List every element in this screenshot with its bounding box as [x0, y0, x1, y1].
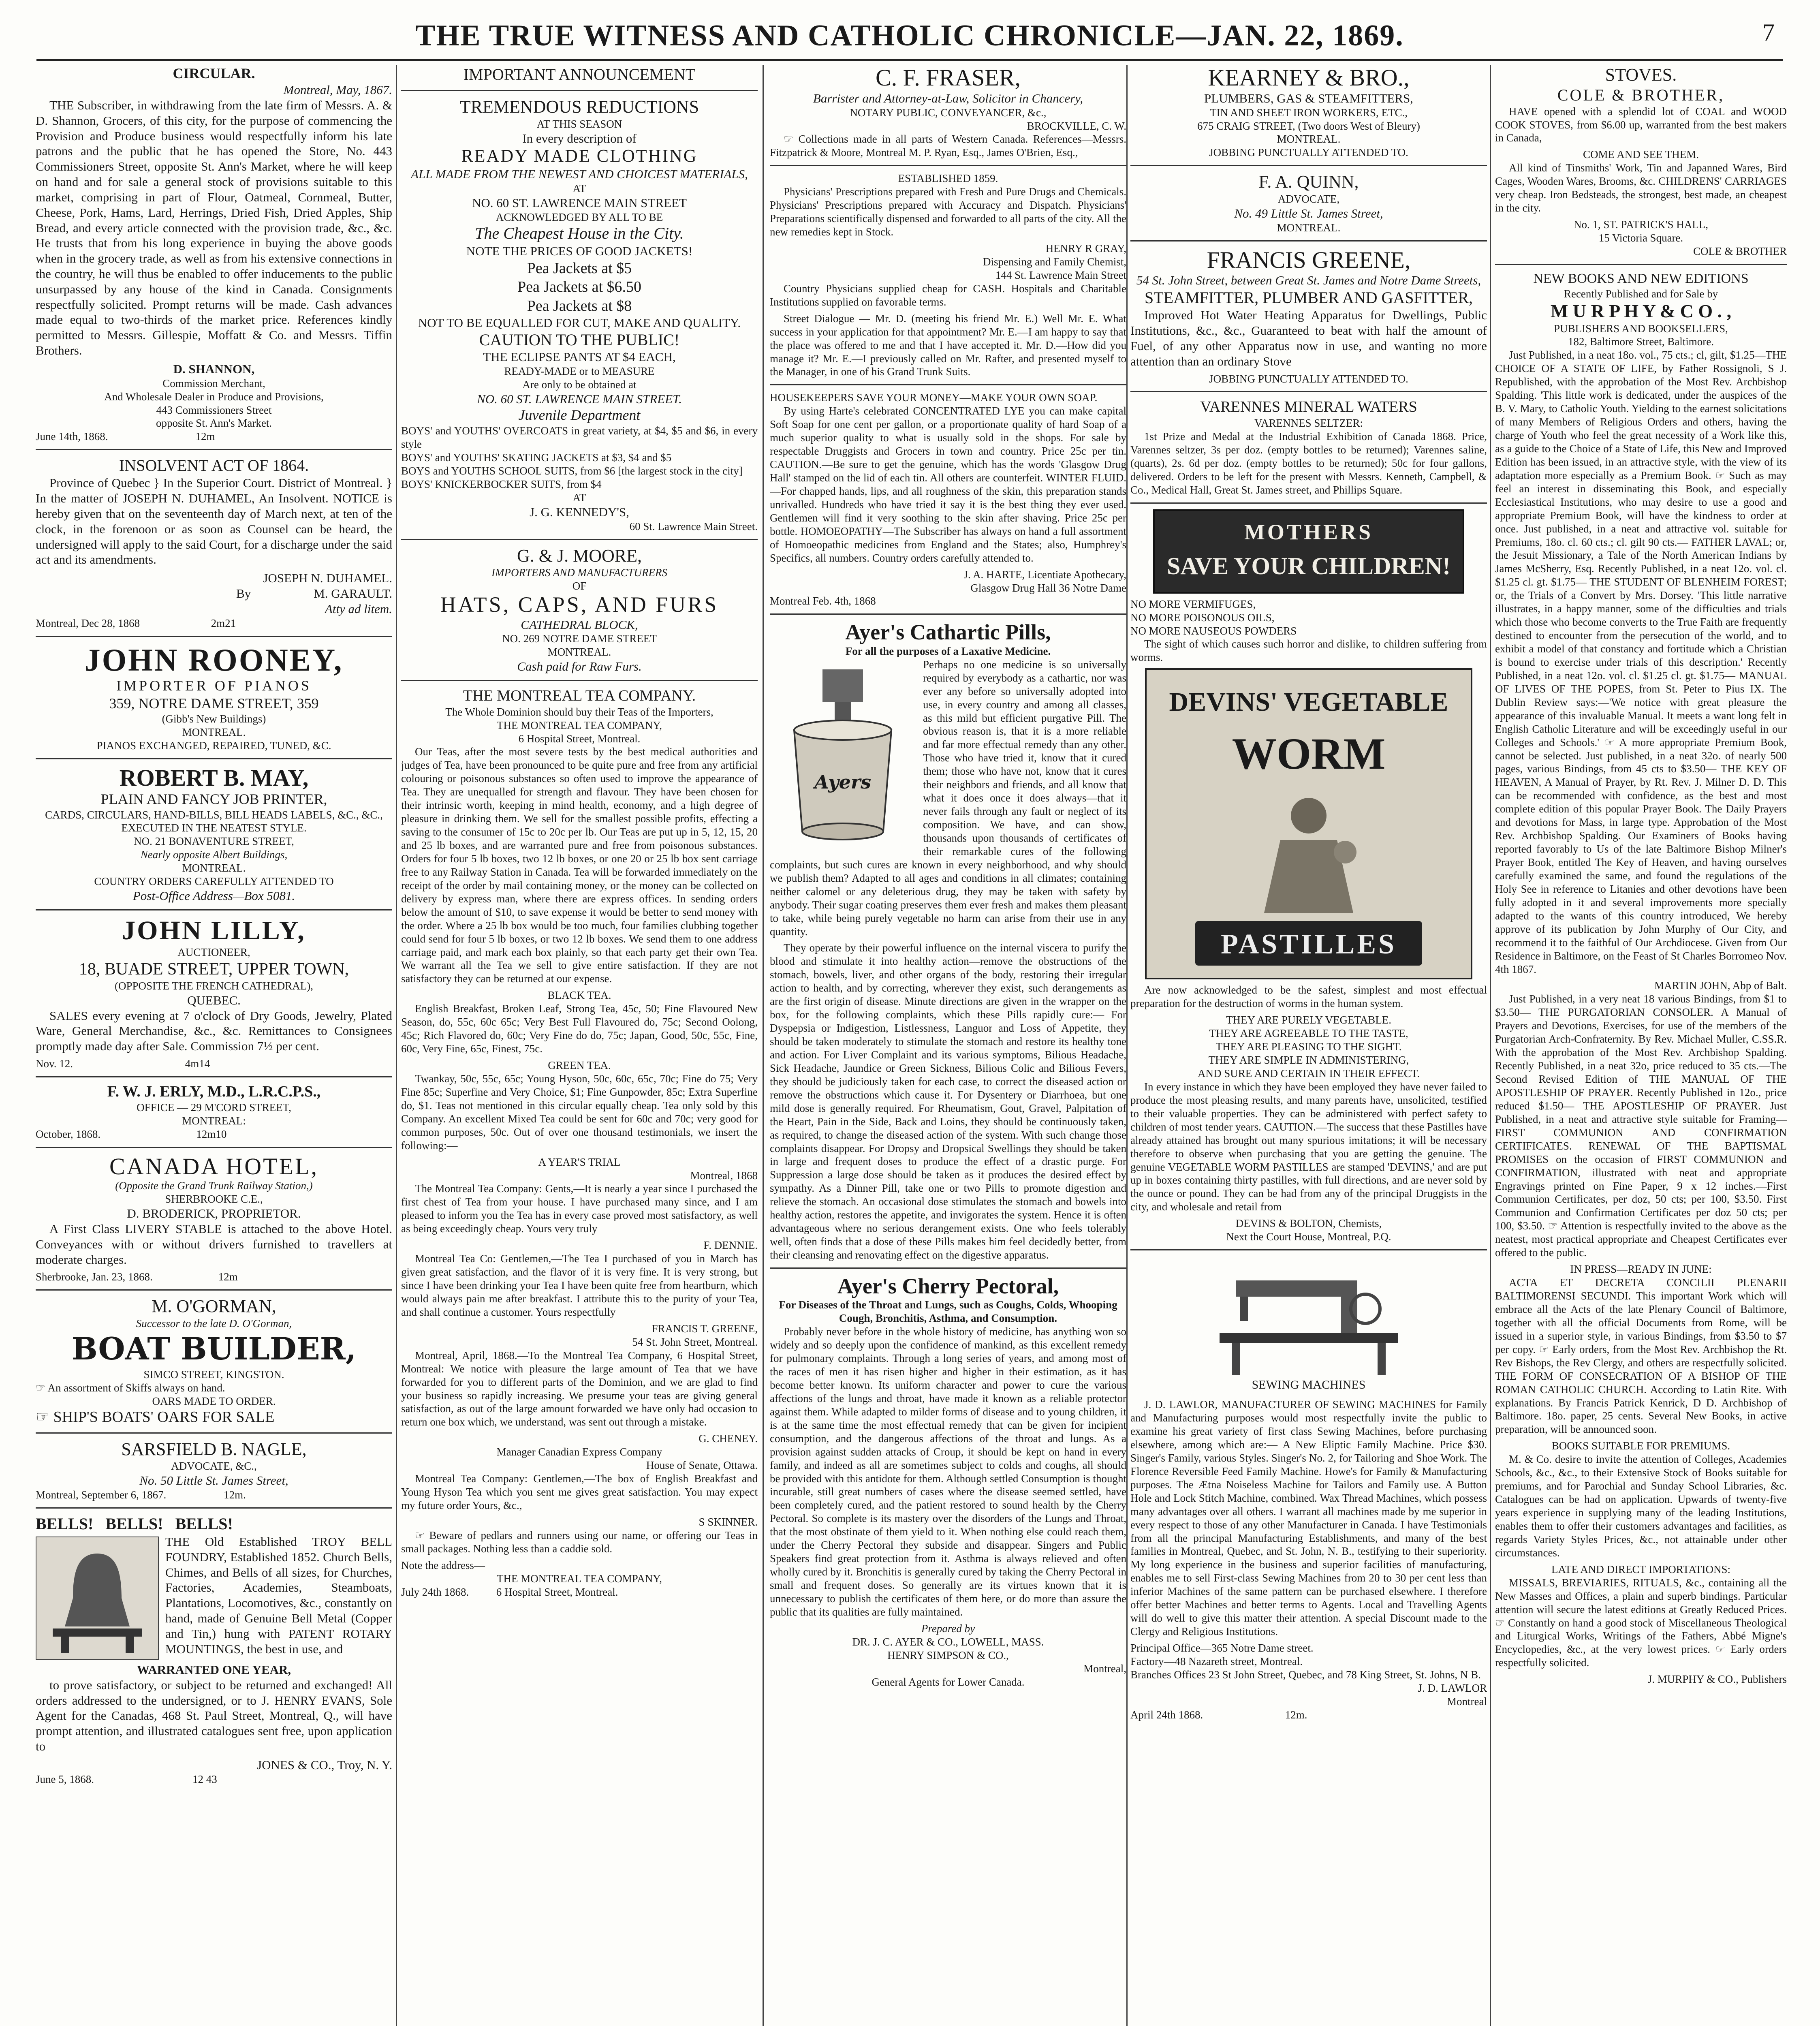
vermifuge-line: NO MORE NAUSEOUS POWDERS: [1130, 624, 1297, 637]
varennes-subheading: VARENNES SELTZER:: [1254, 417, 1363, 430]
cole-name: COLE & BROTHER,: [1557, 85, 1725, 104]
moore-trade: IMPORTERS AND MANUFACTURERS: [491, 566, 667, 579]
sewing-label: SEWING MACHINES: [1252, 1378, 1366, 1392]
rooney-address: 359, NOTRE DAME STREET, 359: [109, 695, 319, 712]
kearney-address: 675 CRAIG STREET, (Two doors West of Bleury): [1197, 120, 1420, 132]
divider: [1130, 1249, 1487, 1250]
devins-caps: THEY ARE PLEASING TO THE SIGHT.: [1215, 1041, 1402, 1053]
devins-caps: THEY ARE PURELY VEGETABLE.: [1226, 1014, 1392, 1026]
insolvent-signature: By M. GARAULT.: [236, 586, 392, 601]
tea-footer: July 24th 1868. 6 Hospital Street, Montreal.: [401, 1586, 618, 1598]
divider: [770, 1267, 1126, 1269]
kearney-name: KEARNEY & BRO.,: [1208, 65, 1410, 91]
testimonial-body: Montreal Tea Company: Gentlemen,—The box of English Breakfast and Young Hyson Tea which you sent me gives great satisfaction. You may expect my future order Yours, &c.,: [401, 1472, 758, 1512]
divider: [401, 680, 758, 681]
erly-footer: October, 1868. 12m10: [36, 1128, 227, 1140]
circular-footer: June 14th, 1868. 12m: [36, 430, 215, 443]
hotel-name: CANADA HOTEL,: [109, 1153, 318, 1180]
boys-line: BOYS' KNICKERBOCKER SUITS, from $4: [401, 478, 602, 491]
hotel-proprietor: D. BRODERICK, PROPRIETOR.: [127, 1206, 301, 1221]
reductions-heading: TREMENDOUS REDUCTIONS: [459, 97, 699, 117]
may-orders: COUNTRY ORDERS CAREFULLY ATTENDED TO: [94, 875, 334, 888]
vermifuge-line: NO MORE POISONOUS OILS,: [1130, 611, 1275, 624]
fraser-notary: NOTARY PUBLIC, CONVEYANCER, &c.,: [850, 106, 1047, 119]
hotel-city: SHERBROOKE C.E.,: [165, 1193, 263, 1205]
insolvent-body: Province of Quebec } In the Superior Court. District of Montreal. } In the matter of JOSEPH N. DUHAMEL, An Insolvent. NOTICE is hereby given that on the seventeenth day of March next, at ten of the clock, in the forenoon or as soon as Counsel can be heard, the undersigned will apply to the said Court, for a discharge under the said act and its amendments.: [36, 476, 392, 567]
tea-intro: The Whole Dominion should buy their Teas of the Importers,: [445, 705, 713, 718]
divider: [36, 758, 392, 759]
greene-name: FRANCIS GREENE,: [1207, 246, 1411, 273]
ogorman-line: OARS MADE TO ORDER.: [152, 1395, 276, 1407]
column-rule: [396, 65, 397, 2026]
divider: [1495, 264, 1787, 265]
eclipse-line: THE ECLIPSE PANTS AT $4 EACH,: [483, 349, 676, 364]
kennedy-name: J. G. KENNEDY'S,: [530, 504, 629, 519]
books-body: ACTA ET DECRETA CONCILII PLENARII BALTIMORENSI SECUNDI. This important Work which will embrace all the Acts of the late Plenary Council of Baltimore, together with all the official Documents from Rome, will be issued in a superior style, in various Bindings, from $3.50 to $7 per copy. ☞ Early orders, from the Most Rev. Archbishop the Rt. Rev Bishops, the Rev Clergy, and others are respectfully solicited. THE FORM OF CONSECRATION OF A BISHOP OF THE ROMAN CATHOLIC CHURCH. According to Latin Rite. With explanations. By Francis Patrick Kenrick, D D. Archbishop of Baltimore. 18o. paper, 25 cents. Several New Books, in active preparation, will be announced soon.: [1495, 1276, 1787, 1436]
greene-body: Improved Hot Water Heating Apparatus for Dwellings, Public Institutions, &c., &c., Guaranteed to beat with half the amount of Fuel, of any other Apparatus now in use, and wanting no more attention than an ordinary Stove: [1130, 308, 1487, 368]
vermifuge-body: The sight of which causes such horror and dislike, to children suffering from worms.: [1130, 638, 1487, 664]
mothers-banner-line: MOTHERS: [1244, 519, 1374, 544]
prices-heading: NOTE THE PRICES OF GOOD JACKETS!: [466, 244, 693, 259]
mothers-banner-line: SAVE YOUR CHILDREN!: [1166, 552, 1451, 579]
rooney-city: MONTREAL.: [182, 726, 246, 738]
may-name: ROBERT B. MAY,: [119, 764, 309, 791]
bell-icon: [36, 1537, 158, 1659]
column-3: [770, 65, 1126, 2026]
testimonial-body: Montreal, April, 1868.—To the Montreal Tea Company, 6 Hospital Street, Montreal: We notice with pleasure the large amount of Tea that we have forwarded for you to different parts of the Dominion, and we are glad to find your business so rapidly increasing. We presume your teas are giving general satisfaction, as out of the large amount forwarded we have only had occasion to return one box which, we understand, was sent out through a mistake.: [401, 1349, 758, 1428]
harte-heading: HOUSEKEEPERS SAVE YOUR MONEY—MAKE YOUR OWN SOAP.: [770, 391, 1098, 404]
insolvent-heading: INSOLVENT ACT OF 1864.: [119, 456, 309, 475]
quinn-title: ADVOCATE,: [1277, 192, 1340, 205]
nagle-footer: Montreal, September 6, 1867. 12m.: [36, 1489, 246, 1501]
mother-and-child-icon: [1240, 791, 1378, 913]
kearney-city: MONTREAL.: [1277, 133, 1341, 145]
price-line: Pea Jackets at $8: [527, 297, 632, 314]
not-equalled-line: NOT TO BE EQUALLED FOR CUT, MAKE AND QUALITY.: [418, 316, 741, 330]
divider: [36, 1076, 392, 1077]
divider: [36, 909, 392, 910]
bells-body: to prove satisfactory, or subject to be returned and exchanged! All orders addressed to the undersigned, or to J. HENRY EVANS, Sole Agent for the Canadas, 468 St. Paul Street, Montreal, Q., will have prompt attention, and illustrated catalogues sent free, upon application to: [36, 1678, 392, 1753]
announcement-heading: IMPORTANT ANNOUNCEMENT: [463, 65, 696, 83]
circular-signature: D. SHANNON,: [173, 361, 255, 376]
devins-body: In every instance in which they have been employed they have never failed to produce the most pleasing results, and many parents have, unsolicited, testified to their valuable properties. They can be administered with perfect safety to children of most tender years. CAUTION.—The success that these Pastilles have already attained has brought out many spurious imitations; it will be necessary therefore to observe when purchasing that you are getting the genuine. The genuine VEGETABLE WORM PASTILLES are stamped 'DEVINS,' and are put up in boxes containing thirty pastilles, with full directions, and are never sold by the ounce or pound. They can be had from any of the principal Druggists in the city, and wholesale and retail from: [1130, 1080, 1487, 1213]
tea-company-2: THE MONTREAL TEA COMPANY,: [496, 1572, 662, 1585]
materials-line: ALL MADE FROM THE NEWEST AND CHOICEST MATERIALS,: [411, 167, 748, 181]
devins-caps: THEY ARE SIMPLE IN ADMINISTERING,: [1208, 1054, 1409, 1066]
testimonial-body: Montreal Tea Co: Gentlemen,—The Tea I purchased of you in March has given great satisfaction, and the flavor of it is very fine. It is very strong, but since I have been drinking your Tea I have been quite free from heartburn, which would always pain me after breakfast. I attribute this to the purity of your Tea, and shall continue a customer. Yours respectfully: [401, 1252, 758, 1318]
ogorman-successor: Successor to the late D. O'Gorman,: [136, 1317, 292, 1329]
premiums-body: M. & Co. desire to invite the attention of Colleges, Academies Schools, &c., &c., to their Extensive Stock of Books suitable for premiums, and for Parochial and Sunday School Libraries, &c. Catalogues can be had on application. Upwards of twenty-five years experience in supplying many of the leading Institutions, enables them to offer their customers advantages and facilities, as regards Variety Styles Prices, &c., not attainable under other circumstances.: [1495, 1453, 1787, 1559]
ayer-maker: DR. J. C. AYER & CO., LOWELL, MASS.: [852, 1635, 1044, 1648]
devins-banner-line: WORM: [1232, 729, 1386, 779]
divider: [770, 613, 1126, 615]
gray-trade: Dispensing and Family Chemist,: [983, 255, 1126, 268]
erly-city: MONTREAL:: [182, 1114, 246, 1127]
lawlor-factory: Factory—48 Nazareth street, Montreal.: [1130, 1655, 1303, 1667]
green-tea-heading: GREEN TEA.: [548, 1059, 611, 1072]
may-post: Post-Office Address—Box 5081.: [132, 889, 295, 903]
fraser-city: BROCKVILLE, C. W.: [1027, 120, 1126, 132]
boys-line: BOYS and YOUTHS SCHOOL SUITS, from $6 [the largest stock in the city]: [401, 465, 743, 477]
pill-box-icon: [770, 661, 916, 848]
divider: [770, 384, 1126, 385]
mothers-banner: [1153, 509, 1464, 594]
quinn-name: F. A. QUINN,: [1258, 172, 1359, 192]
trial-heading: A YEAR'S TRIAL: [538, 1156, 621, 1168]
ogorman-name: M. O'GORMAN,: [152, 1296, 276, 1316]
murphy-trade: PUBLISHERS AND BOOKSELLERS,: [1554, 322, 1728, 335]
books-heading: NEW BOOKS AND NEW EDITIONS: [1533, 271, 1749, 286]
premiums-heading: BOOKS SUITABLE FOR PREMIUMS.: [1551, 1440, 1730, 1452]
clothing-address-2: NO. 60 ST. LAWRENCE MAIN STREET.: [477, 391, 682, 406]
hotel-footer: Sherbrooke, Jan. 23, 1868. 12m: [36, 1271, 238, 1283]
divider: [401, 539, 758, 540]
testimonial-signature: S SKINNER.: [699, 1515, 758, 1528]
divider: [36, 1507, 392, 1509]
boys-line: BOYS' and YOUTHS' SKATING JACKETS at $3, $4 and $5: [401, 451, 672, 464]
harte-footer: Montreal Feb. 4th, 1868: [770, 595, 876, 607]
hotel-body: A First Class LIVERY STABLE is attached to the above Hotel. Conveyances with or without drivers furnished to travellers at moderate charges.: [36, 1222, 392, 1267]
lawlor-footer: April 24th 1868. 12m.: [1130, 1708, 1307, 1721]
books-body: Just Published, in a neat 18o. vol., 75 cts.; cl, gilt, $1.25—THE CHOICE OF A STATE OF LIFE, by Father Rossignoli, S J. Republished, with the approbation of the Most Rev. Archbishop Spalding. 'This little work is dedicated, under the auspices of the B. V. Mary, to Catholic Youth. Yielding to the earnest solicitations of many Members of Religious Orders and others, having the charge of Youth who feel the great necessity of a Work like this, as a guide to the Choice of a State of Life, this New and Improved Edition has been issued, in an attractive style, with the view of its adaptation more especially as a Premium Book. ☞ Such as may feel an interest in disseminating this Book, and especially Ecclesiastical Institutions, who may desire to use a good and appropriate Premium Book, will have the kindness to order at once. Just published, in a neat and attractive vol. suitable for Premiums, 18o. cl. 60 cts.; cl. gilt 90 cts.— FATHER LAVAL; or, the Jesuit Missionary, a Tale of the North American Indians by James McSherry, Esq. Recently Published, in a neat 12o. vol. cl. $1.25 cl. gt. $1.75— THE STUDENT OF BLENHEIM FOREST; or, the Trials of a Convert by Mrs. Dorsey. 'This little narrative illustrates, in a happy manner, some of the difficulties and trials which those who become converts to the True Faith are frequently destined to encounter from the persecution of the world, and to exhibit a model of that constancy and fortitude which a Christian is bound to exercise under trials of this description.' Recently Published, in a neat 12o. vol. cl. $1.25 cl. gt. $1.75— MANUAL OF LIVES OF THE POPES, from St. Peter to Pius IX. The Dublin Review says:—'We notice with great pleasure the appearance of this invaluable Manual. It meets a want long felt in English Catholic Literature and will be exceedingly useful in our Colleges and Schools.' ☞ A more appropriate Premium Book, cannot be selected. Just published, in a neat 32o. of nearly 500 pages, various Bindings, from 45 cts to $3.50— THE KEY OF HEAVEN, A Manual of Prayer, by Rt. Rev. J. Milner D. D. This can be recommended with confidence, as the best and most complete edition of this popular Prayer Book. The Daily Prayers and devotions for Mass, in large type. Approbation of the Most Rev. Archbishop Spalding. Our Examiners of Books having reported favorably to Us of the late Baltimore Bishop Milner's Prayer Book, entitled The Key of Heaven, and having ourselves carefully examined the same, and found the regulations of the Holy See in reference to Litanies and other devotions have been fully adopted in it and several improvements more specially adapted to the wants of this country introduced, We hereby approve of its publication by John Murphy of Our City, and recommend it to the faithful of Our Archdiocese. Given from Our Residence in Baltimore, on the Feast of St Charles Borromeo Nov. 4th 1867.: [1495, 349, 1787, 975]
sewing-machine-illustration: [1203, 1256, 1414, 1394]
erly-name: F. W. J. ERLY, M.D., L.R.C.P.S.,: [107, 1083, 321, 1101]
circular-sig-line: 443 Commissioners Street: [156, 404, 272, 416]
lilly-address: 18, BUADE STREET, UPPER TOWN,: [79, 960, 349, 979]
bells-warranty: WARRANTED ONE YEAR,: [137, 1662, 291, 1677]
divider: [401, 90, 758, 91]
trial-date: Montreal, 1868: [690, 1169, 758, 1182]
books-subheading: Recently Published and for Sale by: [1564, 287, 1718, 300]
caution-heading: CAUTION TO THE PUBLIC!: [479, 330, 680, 349]
may-city: MONTREAL.: [182, 862, 246, 874]
moore-goods: HATS, CAPS, AND FURS: [440, 592, 719, 617]
column-2: [401, 65, 758, 2026]
divider: [1130, 165, 1487, 166]
circular-body: THE Subscriber, in withdrawing from the late firm of Messrs. A. & D. Shannon, Grocers, of this city, for the purpose of commencing the Provision and Produce business would respectfully inform his late patrons and the public that he has opened the Store, No. 443 Commissioners Street, opposite St. Ann's Market, where he will keep on hand and for sale a general stock of provisions suitable to this market, comprising in part of Flour, Oatmeal, Cornmeal, Butter, Cheese, Pork, Hams, Lard, Herrings, Dried Fish, Dried Apples, Ship Bread, and every article connected with the provision trade, &c., &c. He trusts that from his long experience in buying the above goods when in the grocery trade, as well as from his extensive connections in the country, he will thus be enabled to offer inducements to the public unsurpassed by any house of the kind in Canada. Consignments respectfully solicited. Prompt returns will be made. Cash advances made equal to two-thirds of the market price. References kindly permitted to Messrs. Gillespie, Moffatt & Co. and Messrs. Tiffin Brothers.: [36, 98, 392, 357]
divider: [770, 165, 1126, 166]
lilly-footer: Nov. 12. 4m14: [36, 1058, 210, 1070]
kearney-trade: PLUMBERS, GAS & STEAMFITTERS,: [1204, 91, 1413, 105]
lilly-city: QUEBEC.: [187, 993, 241, 1007]
trial-signature: F. DENNIE.: [703, 1239, 758, 1252]
black-tea-list: English Breakfast, Broken Leaf, Strong Tea, 45c, 50; Fine Flavoured New Season, do, 55c, 60c 65c; Very Best Full Flavoured do, 75c; Second Oolong, 45c; Rich Flavored do, 60c; Very Fine do do, 75c; Japan, Good, 50c, 55c, Fine, 60c, Very Fine, 65c, Finest, 75c.: [401, 1002, 758, 1055]
ogorman-trade: BOAT BUILDER,: [71, 1330, 357, 1367]
greene-trade: STEAMFITTER, PLUMBER AND GASFITTER,: [1144, 289, 1473, 307]
trial-body: The Montreal Tea Company: Gents,—It is nearly a year since I purchased the first chest of Tea from your house. I have purchased many since, and I am pleased to inform you the Tea has in every case proved most satisfactory, as well as being exceedingly cheap. Yours very truly: [401, 1182, 758, 1235]
ayer-pills-body: Perhaps no one medicine is so universally required by everybody as a cathartic, nor was ever any before so universally adopted into use, in every country and among all classes, as this mild but efficient purgative Pill. The obvious reason is, that it is a more reliable and far more effectual remedy than any other. Those who have tried it, know that it cured them; those who have not, know that it cures their neighbors and friends, and all know that what it does once it does always—that it never fails through any fault or neglect of its composition. We have, and can show, thousands upon thousands of certificates of their remarkable cures of the following complaints, but such cures are known in every neighborhood, and why should we publish them? Adapted to all ages and conditions in all climates; containing neither calomel or any deleterious drug, they may be taken with safety by anybody. Their sugar coating preserves them ever fresh and makes them pleasant to take, while being purely vegetable no harm can arise from their use in any quantity.: [770, 658, 1126, 938]
gray-dialogue: Street Dialogue — Mr. D. (meeting his friend Mr. E.) Well Mr. E. What success in your application for that appointment? Mr. E.—I am happy to say that the place was offered to me and that I have accepted it. Mr. D.—How did you manage it? Mr. E.—I previously called on Mr. Rafter, and presented myself to the Manager, in one of his Grand Trunk Suits.: [770, 312, 1126, 378]
imports-heading: LATE AND DIRECT IMPORTATIONS:: [1551, 1563, 1730, 1575]
ogorman-address: SIMCO STREET, KINGSTON.: [143, 1368, 284, 1381]
moore-block: CATHEDRAL BLOCK,: [521, 617, 638, 632]
insolvent-signature: JOSEPH N. DUHAMEL.: [263, 571, 392, 586]
vermifuge-line: NO MORE VERMIFUGES,: [1130, 598, 1256, 610]
lilly-body: SALES every evening at 7 o'clock of Dry Goods, Jewelry, Plated Ware, General Merchandise, &c., &c. Remittances to Consignees promptly made day after Sale. Commission 7½ per cent.: [36, 1008, 392, 1054]
books-body: Just Published, in a very neat 18 various Bindings, from $1 to $3.50— THE PURGATORIAN CONSOLER. A Manual of Prayers and Devotions, Exercises, for use of the members of the Purgatorian Arch-Confraternity. By Rev. Michael Muller, C.SS.R. With the approbation of the Most Rev. Archbishop Spalding. Recently Published, in a neat 32o, price reduced to 35 cts.—The Second Revised Edition of THE MANUAL OF THE APOSTLESHIP OF PRAYER. Recently Published in 12o., price reduced $1.50— THE APOSTLESHIP OF PRAYER. Just Published, in a neat and attractive style suitable for Framing— FIRST COMMUNION AND CONFIRMATION CERTIFICATES. RENEWAL OF THE BAPTISMAL PROMISES on the occasion of FIRST COMMUNION and CONFIRMATION, illustrated with neat and appropriate Engravings printed on Fine Paper, 9 x 12 inches.—First Communion Certificates, per doz, 50 cts; per 100, $3.50. First Communion and Confirmation Certificates per doz 50 cts; per 100, $3.50. ☞ Attention is respectfully invited to the above as the neatest, most practical appropriate and Cheapest Certificates ever offered to the public.: [1495, 993, 1787, 1259]
ogorman-line: ☞ An assortment of Skiffs always on hand.: [36, 1381, 225, 1394]
tea-beware: ☞ Beware of pedlars and runners using our name, or offering our Teas in small packages. Nothing less than a caddie sold.: [401, 1529, 758, 1555]
black-tea-heading: BLACK TEA.: [547, 989, 611, 1002]
bell-illustration: [36, 1537, 159, 1660]
lawlor-branches: Branches Offices 23 St John Street, Quebec, and 78 King Street, St. Johns, N B.: [1130, 1668, 1481, 1681]
ayer-cherry-subheading: For Diseases of the Throat and Lungs, such as Coughs, Colds, Whooping Cough, Bronchitis, Asthma, and Consumption.: [779, 1299, 1117, 1325]
murphy-address: 182, Baltimore Street, Baltimore.: [1568, 336, 1714, 348]
devins-banner-line: DEVINS' VEGETABLE: [1169, 687, 1448, 717]
ogorman-line: ☞ SHIP'S BOATS' OARS FOR SALE: [36, 1408, 275, 1426]
divider: [36, 449, 392, 450]
kennedy-address: 60 St. Lawrence Main Street.: [629, 520, 758, 532]
cole-come: COME AND SEE THEM.: [1583, 148, 1699, 161]
column-4: [1130, 65, 1487, 2026]
tea-heading: THE MONTREAL TEA COMPANY.: [463, 687, 696, 705]
ayer-agent-footer: General Agents for Lower Canada.: [872, 1676, 1025, 1688]
rooney-trade: IMPORTER OF PIANOS: [116, 677, 312, 694]
may-style: EXECUTED IN THE NEATEST STYLE.: [121, 822, 307, 834]
fraser-title: Barrister and Attorney-at-Law, Solicitor in Chancery,: [813, 91, 1083, 105]
column-5: [1495, 65, 1787, 2026]
tea-body: Our Teas, after the most severe tests by the best medical authorities and judges of Tea, have been pronounced to be quite pure and free from any artificial colouring or poisonous substances so often used to improve the appearance of Tea. They are unequalled for strength and flavour. They have been chosen for their intrinsic worth, keeping in mind health, economy, and a high degree of pleasure in drinking them. We sell for the smallest possible profits, effecting a saving to the consumer of 15c to 20c per lb. Our Teas are put up in 5, 12, 15, 20 and 25 lb boxes, and are warranted pure and free from poisonous substances. Orders for four 5 lb boxes, two 12 lb boxes, or one 20 or 25 lb box sent carriage free to any Railway Station in Canada. Tea will be forwarded immediately on the receipt of the order by mail containing money, or the money can be collected on delivery by express man, where there are express offices. In sending orders below the amount of $10, to save expense it would be better to send money with the order. Where a 25 lb box would be too much, four families clubbing together could send for four 5 lb boxes, or two 12 lb boxes. We send them to one address carriage paid, and mark each box plainly, so that each party get their own Tea. We warrant all the Tea we sell to give entire satisfaction. If they are not satisfactory they can be returned at our expense.: [401, 746, 758, 985]
lawlor-signature: J. D. LAWLOR: [1418, 1682, 1487, 1694]
murphy-name: M U R P H Y & C O . ,: [1550, 300, 1732, 321]
varennes-body: 1st Prize and Medal at the Industrial Exhibition of Canada 1868. Price, Varennes seltzer, 3s per doz. (empty bottles to be returned); Varennes saline, (quarts), 2s. 6d per doz. (empty bottles to be returned); 50c for four gallons, delivered. Orders to be left for the present with Messrs. Kenneth, Campbell, & Co., Medical Hall, Great St. James street, and Phillips Square.: [1130, 430, 1487, 496]
circular-sig-line: And Wholesale Dealer in Produce and Provisions,: [104, 390, 324, 403]
lilly-near: (OPPOSITE THE FRENCH CATHEDRAL),: [114, 979, 314, 992]
green-tea-list: Twankay, 50c, 55c, 65c; Young Hyson, 50c, 60c, 65c, 70c; Fine do 75; Very Fine 85c; Superfine and Very Choice, $1; Fine Gunpowder, 85c; Extra Superfine do, $1. Teas not mentioned in this circular equally cheap. Tea only sold by this Company. An excellent Mixed Tea could be sent for 60c and 70c; very good for common purposes, 50c. Out of over one thousand testimonials, we insert the following:—: [401, 1072, 758, 1152]
insolvent-signature: Atty ad litem.: [325, 601, 392, 616]
boys-line: BOYS' and YOUTHS' OVERCOATS in great variety, at $4, $5 and $6, in every style: [401, 425, 758, 451]
cole-address: 15 Victoria Square.: [1598, 232, 1683, 244]
tea-company: THE MONTREAL TEA COMPANY,: [496, 719, 662, 731]
quinn-address: No. 49 Little St. James Street,: [1234, 206, 1383, 220]
fraser-name: C. F. FRASER,: [876, 65, 1021, 91]
every-line: In every description of: [522, 131, 637, 145]
hotel-opposite: (Opposite the Grand Trunk Railway Station,): [115, 1180, 313, 1192]
devins-body: Are now acknowledged to be the safest, simplest and most effectual preparation for the destruction of worms in the human system.: [1130, 984, 1487, 1010]
ack-line: ACKNOWLEDGED BY ALL TO BE: [496, 211, 663, 223]
may-near: Nearly opposite Albert Buildings,: [140, 848, 288, 861]
column-rule: [1490, 65, 1491, 2026]
quinn-city: MONTREAL.: [1277, 221, 1341, 234]
ayer-agent: HENRY SIMPSON & CO.,: [887, 1649, 1009, 1661]
ayer-cherry-heading: Ayer's Cherry Pectoral,: [837, 1274, 1059, 1298]
gray-address: 144 St. Lawrence Main Street: [995, 269, 1126, 281]
gray-body: Physicians' Prescriptions prepared with Fresh and Pure Drugs and Chemicals. Physicians' Prescriptions prepared with Accuracy and Dispatch. Physicians' Preparations scientifically dispensed and forwarded to all parts of the city. All the new remedies kept in Stock.: [770, 186, 1126, 238]
pill-box-illustration: [770, 661, 916, 848]
page-number: 7: [1762, 19, 1775, 46]
ayer-pills-subheading: For all the purposes of a Laxative Medicine.: [845, 645, 1051, 657]
varennes-heading: VARENNES MINERAL WATERS: [1200, 398, 1417, 416]
masthead: [36, 15, 1783, 61]
ayer-cherry-body: Probably never before in the whole history of medicine, has anything won so widely and so deeply upon the confidence of mankind, as this excellent remedy for pulmonary complaints. Through a long series of years, and among most of the races of men it has risen higher and higher in their estimation, as it has become better known. Its uniform character and power to cure the various affections of the lungs and throat, have made it known as a reliable protector against them. While adapted to milder forms of disease and to young children, it is at the same time the most effectual remedy that can be given for incipient consumption, and the dangerous affections of the throat and lungs. As a provision against sudden attacks of Croup, it should be kept on hand in every family, and indeed as all are sometimes subject to colds and coughs, all should be provided with this antidote for them. Although settled Consumption is thought incurable, still great numbers of cases where the disease seemed settled, have been completely cured, and the patient restored to sound health by the Cherry Pectoral. So complete is its mastery over the disorders of the Lungs and Throat, that the most obstinate of them yield to it. When nothing else could reach them, under the Cherry Pectoral they subside and disappear. Singers and Public Speakers find great protection from it. Asthma is always relieved and often wholly cured by it. Bronchitis is generally cured by taking the Cherry Pectoral in small and frequent doses. So generally are its virtues known that it is unnecessary to publish the certificates of them here, or do more than assure the public that its qualities are fully maintained.: [770, 1325, 1126, 1618]
ayer-pills-body: They operate by their powerful influence on the internal viscera to purify the blood and stimulate it into healthy action—remove the obstructions of the stomach, bowels, liver, and other organs of the body, restoring their irregular action to health, and by correcting, wherever they exist, such derangements as are the first origin of disease. Minute directions are given in the wrapper on the box, for the following complaints, which these Pills rapidly cure:— For Dyspepsia or Indigestion, Listlessness, Languor and Loss of Appetite, they should be taken moderately to stimulate the stomach and restore its healthy tone and action. For Liver Complaint and its various symptoms, Bilious Headache, Sick Headache, Jaundice or Green Sickness, Bilious Colic and Bilious Fevers, they should be judiciously taken for each case, to correct the diseased action or remove the obstructions which cause it. For Dysentery or Diarrhoea, but one mild dose is generally required. For Rheumatism, Gout, Gravel, Palpitation of the Heart, Pain in the Side, Back and Loins, they should be continuously taken, as required, to change the diseased action of the system. With such change those complaints disappear. For Dropsy and Dropsical Swellings they should be taken in large and frequent doses to produce the effect of a drastic purge. For Suppression a large dose should be taken as it produces the desired effect by sympathy. As a Dinner Pill, take one or two Pills to promote digestion and relieve the stomach. An occasional dose stimulates the stomach and bowels into healthy action, restores the appetite, and invigorates the system. Hence it is often advantageous where no serious derangement exists. One who feels tolerably well, often finds that a dose of these Pills makes him feel decidedly better, from their cleansing and renovating effect on the digestive apparatus.: [770, 942, 1126, 1261]
devins-caps: THEY ARE AGREEABLE TO THE TASTE,: [1209, 1027, 1408, 1040]
nagle-trade: ADVOCATE, &C.,: [171, 1460, 257, 1472]
obtained-line: Are only to be obtained at: [522, 378, 637, 391]
lawlor-body: J. D. LAWLOR, MANUFACTURER OF SEWING MACHINES for Family and Manufacturing purposes would most respectfully invite the public to examine his great variety of first class Sewing Machines, before purchasing elsewhere, among which are:— A New Eliptic Family Machine. Price $30. Singer's Family, various Styles. Singer's No. 2, for Tailoring and Shoe Work. The Florence Reversible Feed Family Machine. Howe's for Family & Manufacturing purposes. The Ætna Noiseless Machine for Tailors and Family use. A Button Hole and Lock Stitch Machine, combined. Wax Thread Machines, which possess many advantages over all others. I warrant all machines made by me superior in every respect to those of any other Manufacturer in Canada. I have Testimonials from all the principal Manufacturing Establishments, and many of the best families in Montreal, Quebec, and St. John, N. B., testifying to their superiority. My long experience in the business and superior facilities of manufacturing, enables me to sell First-class Sewing Machines from 20 to 30 per cent less than inferior Machines of the same pattern can be purchased elsewhere. I therefore offer better Machines and better terms to Agents. Local and Travelling Agents will do well to give this matter their attention. A special Discount made to the Clergy and Religious Institutions.: [1130, 1398, 1487, 1638]
rooney-services: PIANOS EXCHANGED, REPAIRED, TUNED, &C.: [96, 739, 331, 752]
clothing-address: NO. 60 ST. LAWRENCE MAIN STREET: [472, 195, 687, 210]
cole-signature: COLE & BROTHER: [1693, 245, 1787, 257]
press-heading: IN PRESS—READY IN JUNE:: [1570, 1263, 1712, 1276]
ayer-label: Ayers: [814, 771, 871, 793]
harte-address: Glasgow Drug Hall 36 Notre Dame: [970, 581, 1126, 594]
gray-body: Country Physicians supplied cheap for CASH. Hospitals and Charitable Institutions supplied on favorable terms.: [770, 282, 1126, 308]
stoves-heading: STOVES.: [1605, 65, 1677, 85]
devins-caps: AND SURE AND CERTAIN IN THEIR EFFECT.: [1198, 1067, 1420, 1079]
moore-city: MONTREAL.: [547, 646, 611, 658]
greene-jobbing: JOBBING PUNCTUALLY ATTENDED TO.: [1209, 372, 1408, 385]
kearney-jobbing: JOBBING PUNCTUALLY ATTENDED TO.: [1209, 146, 1408, 159]
boys-at: AT: [572, 492, 586, 504]
nagle-name: SARSFIELD B. NAGLE,: [121, 1439, 307, 1459]
rooney-name: JOHN ROONEY,: [84, 642, 344, 677]
bells-signature: JONES & CO., Troy, N. Y.: [257, 1757, 392, 1772]
column-1: [36, 65, 392, 2026]
moore-address: NO. 269 NOTRE DAME STREET: [502, 633, 657, 645]
testimonial-address: 54 St. John Street, Montreal.: [632, 1336, 758, 1348]
divider: [1130, 240, 1487, 241]
may-address: NO. 21 BONAVENTURE STREET,: [134, 835, 294, 848]
books-signature: MARTIN JOHN, Abp of Balt.: [1654, 979, 1787, 992]
harte-body: By using Harte's celebrated CONCENTRATED LYE you can make capital Soft Soap for one cent per gallon, or a proportionate quality of hard Soap of a much superior quality to what is usually sold in the shops. For sale by respectable Druggists and Grocers in town and country. Price 25c per tin. CAUTION.—Be sure to get the genuine, which has the words 'Glasgow Drug Hall' stamped on the lid of each tin. All others are counterfeit. WINTER FLUID.—For chapped hands, lips, and all roughness of the skin, this preparation stands unrivalled. Hundreds who have tried it say it is the best thing they ever used. Gentlemen will find it very soothing to the skin after shaving. Price 25c per bottle. HOMOEOPATHY—The Subscriber has always on hand a full assortment of Homoeopathic medicines from England and the States; also, Humphrey's Specifics, all numbers. Country orders carefully attended to.: [770, 405, 1126, 564]
nagle-address: No. 50 Little St. James Street,: [139, 1473, 288, 1488]
devins-banner-line: PASTILLES: [1221, 929, 1397, 960]
divider: [36, 1432, 392, 1434]
circular-date: Montreal, May, 1867.: [283, 83, 392, 97]
may-items: CARDS, CIRCULARS, HAND-BILLS, BILL HEADS LABELS, &C., &C.,: [45, 808, 383, 821]
devins-illustration: [1145, 668, 1472, 979]
divider: [1130, 502, 1487, 504]
bells-body: THE Old Established TROY BELL FOUNDRY, Established 1852. Church Bells, Chimes, and Bells of all sizes, for Churches, Factories, Academies, Steamboats, Plantations, Locomotives, &c., constantly on hand, made of Genuine Bell Metal (Copper and Tin,) hung with PATENT ROTARY MOUNTINGS, the best in use, and: [165, 1534, 392, 1656]
divider: [1130, 391, 1487, 392]
moore-of: OF: [572, 580, 587, 592]
kearney-trade-2: TIN AND SHEET IRON WORKERS, ETC.,: [1209, 106, 1408, 119]
season-line: AT THIS SEASON: [536, 118, 622, 130]
testimonial-heading: House of Senate, Ottawa.: [646, 1459, 758, 1472]
fraser-body: ☞ Collections made in all parts of Western Canada. References—Messrs. Fitzpatrick & Moore, Montreal M. P. Ryan, Esq., James O'Brien, Esq.,: [770, 133, 1126, 159]
devins-signature: DEVINS & BOLTON, Chemists,: [1235, 1217, 1382, 1230]
testimonial-title: Manager Canadian Express Company: [496, 1446, 662, 1458]
erly-office: OFFICE — 29 M'CORD STREET,: [137, 1101, 291, 1113]
divider: [36, 636, 392, 637]
testimonial-signature: FRANCIS T. GREENE,: [652, 1322, 758, 1335]
price-line: Pea Jackets at $6.50: [517, 278, 642, 296]
harte-signature: J. A. HARTE, Licentiate Apothecary,: [963, 568, 1126, 581]
lilly-trade: AUCTIONEER,: [177, 946, 250, 958]
circular-sig-line: Commission Merchant,: [162, 377, 265, 389]
divider: [36, 1289, 392, 1291]
cole-address: No. 1, ST. PATRICK'S HALL,: [1574, 218, 1708, 231]
masthead-title: THE TRUE WITNESS AND CATHOLIC CHRONICLE—JAN. 22, 1869.: [415, 19, 1404, 52]
lawlor-address: Principal Office—365 Notre Dame street.: [1130, 1642, 1314, 1654]
gray-name: HENRY R GRAY,: [1045, 242, 1126, 255]
greene-address: 54 St. John Street, between Great St. James and Notre Dame Streets,: [1136, 273, 1481, 288]
lilly-name: JOHN LILLY,: [122, 915, 306, 945]
moore-name: G. & J. MOORE,: [517, 545, 642, 566]
ayer-prepared: Prepared by: [921, 1622, 975, 1635]
testimonial-signature: G. CHENEY.: [699, 1432, 758, 1445]
cole-body: All kind of Tinsmiths' Work, Tin and Japanned Wares, Bird Cages, Wooden Wares, Brooms, &c. CHILDRENS' CARRIAGES very cheap. Iron Bedsteads, the strongest, best made, an cheapest in the city.: [1495, 162, 1787, 214]
cole-body: HAVE opened with a splendid lot of COAL and WOOD COOK STOVES, from $6.00 up, warranted from the best makers in Canada,: [1495, 105, 1787, 144]
measure-line: READY-MADE or to MEASURE: [504, 365, 655, 377]
tea-address: 6 Hospital Street, Montreal.: [518, 732, 641, 745]
rooney-building: (Gibb's New Buildings): [162, 712, 266, 725]
imports-body: MISSALS, BREVIARIES, RITUALS, &c., containing all the New Masses and Offices, a plain and superb bindings. Particular attention will secure the latest editions at Greatly Reduced Prices. ☞ Constantly on hand a good stock of Miscellaneous Theological and Liturgical Works, Writings of the Fathers, Abbé Migne's Encyclopedies, &c., at the very lowest prices. ☞ Early orders respectfully solicited.: [1495, 1576, 1787, 1669]
devins-address: Next the Court House, Montreal, P.Q.: [1226, 1231, 1391, 1243]
price-line: Pea Jackets at $5: [527, 260, 632, 277]
juvenile-heading: Juvenile Department: [518, 407, 641, 423]
bells-footer: June 5, 1868. 12 43: [36, 1773, 217, 1785]
ready-made-heading: READY MADE CLOTHING: [461, 146, 698, 166]
imports-signature: J. MURPHY & CO., Publishers: [1647, 1673, 1787, 1686]
tea-note: Note the address—: [401, 1559, 485, 1571]
at-line: AT: [572, 182, 586, 194]
divider: [36, 1147, 392, 1148]
ayer-agent-city: Montreal,: [1083, 1662, 1126, 1675]
cheapest-line: The Cheapest House in the City.: [475, 224, 684, 243]
ayer-pills-heading: Ayer's Cathartic Pills,: [845, 620, 1051, 645]
insolvent-footer: Montreal, Dec 28, 1868 2m21: [36, 617, 236, 629]
circular-heading: CIRCULAR.: [173, 65, 255, 81]
column-rule: [1126, 65, 1128, 2026]
column-rule: [763, 65, 764, 2026]
established-line: ESTABLISHED 1859.: [898, 172, 998, 185]
lawlor-city: Montreal: [1447, 1695, 1487, 1708]
circular-sig-line: opposite St. Ann's Market.: [156, 417, 272, 430]
bells-heading: BELLS! BELLS! BELLS!: [36, 1515, 233, 1533]
sewing-machine-icon: [1203, 1256, 1414, 1378]
may-trade: PLAIN AND FANCY JOB PRINTER,: [100, 791, 327, 808]
moore-cash: Cash paid for Raw Furs.: [517, 659, 642, 674]
